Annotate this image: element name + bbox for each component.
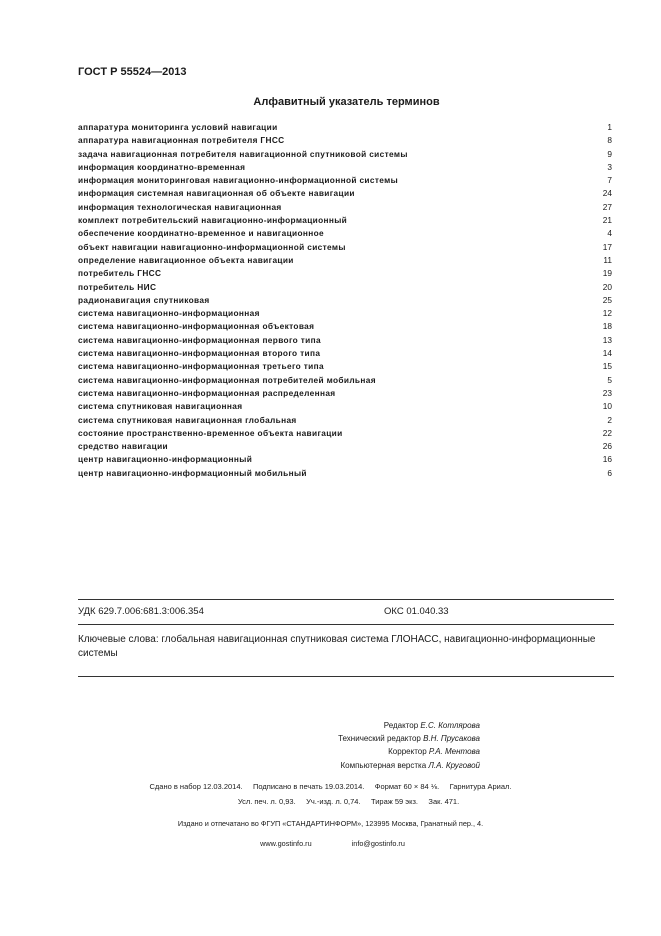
credit-role: Редактор: [383, 721, 419, 730]
divider-bottom: [78, 676, 614, 677]
index-page-number: 13: [602, 334, 612, 345]
index-page-number: 26: [602, 441, 612, 452]
index-entry: [78, 281, 614, 294]
index-entry: [78, 148, 614, 161]
index-entry: [78, 467, 614, 480]
index-entry: [78, 241, 614, 254]
index-page-number: 2: [607, 414, 612, 425]
print-info-line-1: Сдано в набор 12.03.2014. Подписано в печать 19.03.2014. Формат 60 × 84 ⅛. Гарнитура Ариал.: [149, 782, 512, 791]
index-entry: [78, 387, 614, 400]
index-term: комплект потребительский навигационно-информационный: [78, 215, 348, 226]
index-entry: [78, 201, 614, 214]
credit-line: [180, 745, 480, 758]
index-term: система навигационно-информационная распределенная: [78, 387, 336, 398]
index-entry: [78, 307, 614, 320]
index-term: потребитель НИС: [78, 281, 157, 292]
index-entry: [78, 360, 614, 373]
index-page-number: 18: [602, 321, 612, 332]
index-term: система спутниковая навигационная глобальная: [78, 414, 297, 425]
index-entry: [78, 320, 614, 333]
index-term: система навигационно-информационная потребителей мобильная: [78, 374, 376, 385]
index-entry: [78, 227, 614, 240]
index-page-number: 19: [602, 268, 612, 279]
index-term: центр навигационно-информационный: [78, 454, 253, 465]
index-entry: [78, 134, 614, 147]
credit-name: Е.С. Котлярова: [420, 721, 480, 730]
index-term: определение навигационное объекта навигации: [78, 254, 294, 265]
credit-line: [180, 759, 480, 772]
index-page-number: 8: [607, 135, 612, 146]
index-term: обеспечение координатно-временное и навигационное: [78, 228, 324, 239]
credit-name: Л.А. Круговой: [428, 760, 480, 770]
credit-role: Корректор: [388, 747, 427, 757]
index-entry: [78, 334, 614, 347]
divider-top: [78, 599, 614, 600]
index-entry: [78, 374, 614, 387]
index-page-number: 15: [602, 361, 612, 372]
index-page-number: 7: [607, 175, 612, 186]
index-entry: [78, 453, 614, 466]
index-entry: [78, 174, 614, 187]
credit-role: Компьютерная верстка: [340, 760, 427, 770]
index-entry: [78, 347, 614, 360]
index-page-number: 24: [602, 188, 612, 199]
index-page-number: 16: [602, 454, 612, 465]
index-page-number: 1: [607, 122, 612, 132]
index-term: система навигационно-информационная: [78, 308, 260, 319]
index-page-number: 9: [607, 148, 612, 159]
index-term: задача навигационная потребителя навигационной спутниковой системы: [78, 148, 408, 159]
index-page-number: 21: [602, 215, 612, 226]
publisher-line: Издано и отпечатано во ФГУП «СТАНДАРТИНФОРМ», 123995 Москва, Гранатный пер., 4.: [177, 819, 484, 828]
index-term: радионавигация спутниковая: [78, 294, 210, 305]
index-page-number: 11: [603, 254, 612, 265]
index-page-number: 14: [602, 348, 612, 359]
index-entry: [78, 400, 614, 413]
credit-role: Технический редактор: [338, 734, 421, 744]
credit-line: [180, 719, 480, 732]
index-page-number: 27: [602, 201, 612, 212]
udc-code: УДК 629.7.006:681.3:006.354: [78, 606, 204, 617]
index-title: Алфавитный указатель терминов: [253, 96, 440, 108]
keywords: Ключевые слова: глобальная навигационная спутниковая система ГЛОНАСС, навигационно-информационные системы: [78, 634, 596, 659]
index-term: аппаратура навигационная потребителя ГНСС: [78, 135, 285, 146]
index-term: аппаратура мониторинга условий навигации: [78, 122, 278, 132]
index-page-number: 5: [607, 374, 612, 385]
credits-block: [180, 719, 480, 772]
index-term: система навигационно-информационная первого типа: [78, 334, 321, 345]
credit-line: [180, 732, 480, 745]
index-page-number: 12: [602, 308, 612, 319]
index-term: информация технологическая навигационная: [78, 201, 282, 212]
publisher-email: info@gostinfo.ru: [351, 839, 405, 848]
publisher-website: www.gostinfo.ru: [260, 839, 312, 848]
index-entry: [78, 214, 614, 227]
credit-name: В.Н. Прусакова: [423, 734, 480, 744]
index-entry: [78, 267, 614, 280]
index-term: система навигационно-информационная объектовая: [78, 321, 315, 332]
index-page-number: 4: [607, 228, 612, 239]
index-term: средство навигации: [78, 441, 168, 452]
index-term: центр навигационно-информационный мобильный: [78, 467, 307, 478]
index-term: информация мониторинговая навигационно-информационной системы: [78, 175, 399, 186]
index-term: система навигационно-информационная второго типа: [78, 348, 321, 359]
index-term: потребитель ГНСС: [78, 268, 162, 279]
credit-name: Р.А. Ментова: [428, 747, 480, 757]
index-page-number: 6: [607, 467, 612, 478]
index-entry: [78, 187, 614, 200]
publisher-contacts: [0, 830, 661, 848]
print-info-line-2: Усл. печ. л. 0,93. Уч.-изд. л. 0,74. Тираж 59 экз. Зак. 471.: [237, 797, 460, 806]
index-term: система навигационно-информационная третьего типа: [78, 361, 324, 372]
index-entry: [78, 294, 614, 307]
index-page-number: 25: [602, 294, 612, 305]
document-code: ГОСТ Р 55524—2013: [78, 66, 187, 78]
index-entry: [78, 414, 614, 427]
index-term: система спутниковая навигационная: [78, 401, 243, 412]
index-page-number: 23: [602, 387, 612, 398]
index-entry: [78, 121, 614, 134]
oks-code: ОКС 01.040.33: [384, 606, 449, 617]
index-term: состояние пространственно-временное объекта навигации: [78, 427, 343, 438]
index-page-number: 10: [602, 401, 612, 412]
index-term: информация системная навигационная об объекте навигации: [78, 188, 355, 199]
index-entry: [78, 254, 614, 267]
index-page-number: 22: [602, 427, 612, 438]
index-entry: [78, 161, 614, 174]
index-page-number: 17: [602, 241, 612, 252]
index-entry: [78, 440, 614, 453]
index-entry: [78, 427, 614, 440]
divider-middle: [78, 624, 614, 625]
index-page-number: 3: [607, 161, 612, 172]
terms-index-list: [78, 121, 614, 480]
index-term: объект навигации навигационно-информационной системы: [78, 241, 346, 252]
index-page-number: 20: [602, 281, 612, 292]
index-term: информация координатно-временная: [78, 161, 246, 172]
